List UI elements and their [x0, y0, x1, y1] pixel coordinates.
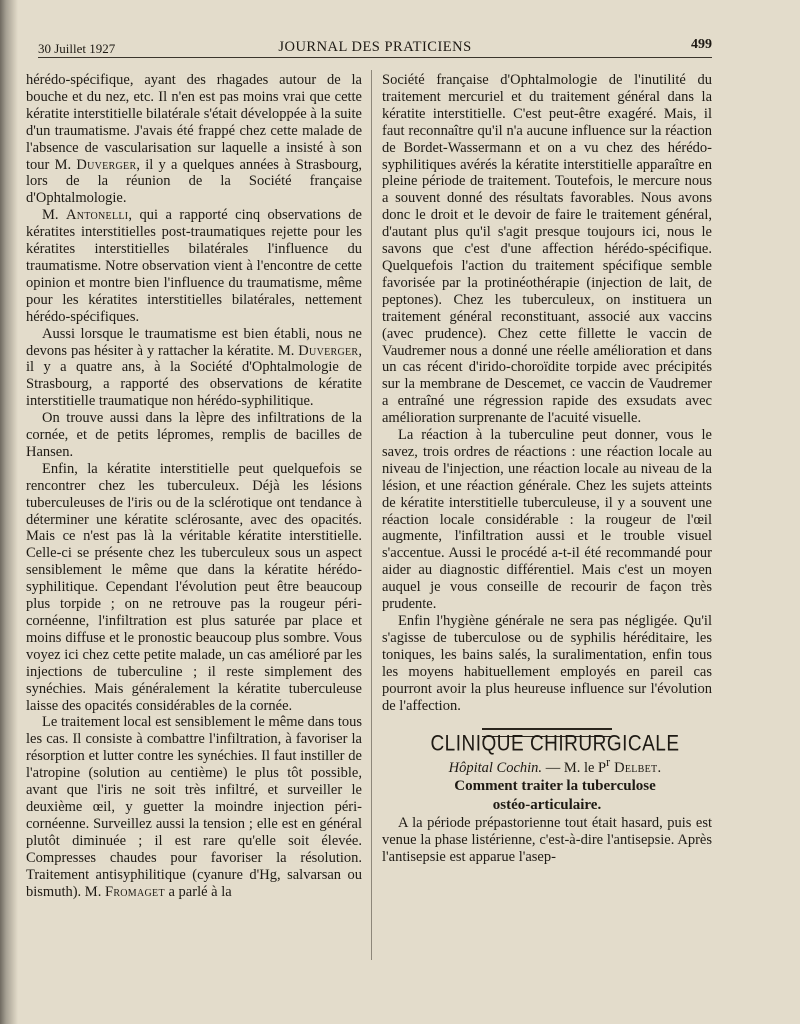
page-number: 499	[691, 37, 712, 52]
journal-title: JOURNAL DES PRATICIENS	[278, 39, 472, 55]
column-divider	[371, 70, 372, 960]
issue-date: 30 Juillet 1927	[38, 41, 116, 56]
page-binding-shadow	[0, 0, 18, 1024]
author-name: Duverger	[76, 156, 137, 173]
paragraph: Enfin l'hygiène générale ne sera pas négligée. Qu'il s'agisse de tuberculose ou de syphilis héréditaire, les toniques, les bains salés, la suralimentation, enfin tous les moyens habituellement employés en pareil cas pourront avoir la plus heureuse influence sur l'évolution de l'affection.	[382, 613, 712, 714]
paragraph: Société française d'Ophtalmologie de l'inutilité du traitement mercuriel et du traitement général dans la kératite interstitielle. C'est peut-être exagéré. Mais, il faut reconnaître qu'il n'a aucune influence sur la réaction de Bordet-Wassermann et on a vu chez des hérédo-syphilitiques avérés la kératite interstitielle apparaître en pleine période de traitement. Toutefois, le mercure nous a souvent donné des résultats favorables. Nous avons donc le droit et le devoir de faire le traitement général, d'autant plus qu'il s'agit presque toujours ici, nous le savons que c'est d'une affection hérédo-spécifique. Quelquefois l'action du traitement spécifique semble favorisée par la protinéothérapie (injection de lait, de peptones). Chez les tuberculeux, on instituera un traitement général reconstituant, associé aux vaccins (avec prudence). Chez cette fillette le vaccin de Vaudremer nous a donné une réelle amélioration et dans un cas récent d'irido-choroïdite torpide avec précipités sur la membrane de Descemet, ce vaccin de Vaudremer a entraîné une régression rapide des exsudats avec amélioration surprenante de l'acuité visuelle.	[382, 72, 712, 427]
right-column	[382, 72, 712, 866]
author-name: Delbet.	[610, 760, 662, 777]
section-title: CLINIQUE CHIRURGICALE	[430, 732, 680, 757]
paragraph: hérédo-spécifique, ayant des rhagades autour de la bouche et du nez, etc. Il n'en est pas moins vrai que cette kératite interstitielle bilatérale s'était développée à la suite d'un traumatisme. J'avais été frappé chez cette malade de l'absence de vascularisation sur laquelle a insisté à son tour M. Duverger, il y a quelques années à Strasbourg, lors de la réunion de la Société française d'Ophtalmologie.	[26, 72, 362, 207]
author-name: Fromaget	[104, 883, 165, 900]
paragraph: La réaction à la tuberculine peut donner, vous le savez, trois ordres de réactions : une réaction locale au niveau de l'injection, une réaction locale au niveau de la lésion, et une réaction générale. Chez les sujets atteints de kératite interstitielle tuberculeuse, il y a souvent une réaction locale considérable : la rougeur de l'œil augmente, l'infiltration aussi et le trouble visuel s'accentue. Aussi le procédé a-t-il été recommandé pour aider au diagnostic différentiel. Mais c'est un moyen auquel je vous conseille de recourir de façon très prudente.	[382, 427, 712, 613]
paragraph: A la période prépastorienne tout était hasard, puis est venue la phase listérienne, c'est-à-dire l'antisepsie. Après l'antisepsie est apparue l'asep-	[382, 815, 712, 865]
header-rule	[38, 57, 712, 58]
left-column	[26, 72, 362, 900]
paragraph: Enfin, la kératite interstitielle peut quelquefois se rencontrer chez les tuberculeux. Déjà les lésions tuberculeuses de l'iris ou de la sclérotique ont tendance à déterminer une kératite sclérosante, avec des opacités. Mais ce n'est pas là la véritable kératite interstitielle. Celle-ci se présente chez les tuberculeux sous un aspect sensiblement le même que dans la kératite hérédo-syphilitique. Cependant l'évolution peut être beaucoup plus torpide ; on ne retrouve pas la rougeur péri-cornéenne, l'infiltration est plus saturée par place et moins diffuse et le pronostic beaucoup plus sombre. Vous voyez ici chez cette petite malade, un cas amélioré par les injections de tuberculine ; il reste simplement des synéchies. Mais généralement la kératite tuberculeuse laisse des opacités considérables de la cornée.	[26, 460, 362, 714]
article-title: Comment traiter la tuberculose ostéo-articulaire.	[454, 778, 656, 814]
article-byline: Hôpital Cochin. — M. le $P^r$ Delbet.	[448, 755, 662, 777]
paragraph: M. Antonelli, qui a rapporté cinq observations de kératites interstitielles post-traumatiques rejette pour les kératites interstitielles bilatérales l'influence du traumatisme. Notre observation vient à l'encontre de cette opinion et montre bien l'influence du traumatisme, même pour les kératites interstitielles bilatérales, nettement hérédo-spécifiques.	[26, 207, 362, 325]
paragraph: Le traitement local est sensiblement le même dans tous les cas. Il consiste à combattre l'infiltration, à favoriser la résorption et lutter contre les synéchies. Il faut instiller de l'atropine (solution au centième) le plus tôt possible, avant que l'iris ne soit très infiltré, et surveiller le deuxième œil, y guetter la moindre injection péri-cornéenne. Surveillez aussi la tension ; elle est en général plutôt diminuée ; il est rare qu'elle soit élevée. Compresses chaudes pour favoriser la résolution. Traitement antisyphilitique (cyanure d'Hg, salvarsan ou bismuth). M. Fromaget a parlé à la	[26, 714, 362, 900]
page-header	[38, 35, 712, 57]
hospital-name: Hôpital Cochin.	[448, 760, 543, 777]
paragraph: On trouve aussi dans la lèpre des infiltrations de la cornée, et de petits lépromes, remplis de bacilles de Hansen.	[26, 410, 362, 460]
author-name: Antonelli	[65, 207, 129, 224]
paragraph: Aussi lorsque le traumatisme est bien établi, nous ne devons pas hésiter à y rattacher la kératite. M. Duverger, il y a quatre ans, à la Société d'Ophtalmologie de Strasbourg, a rapporté des observations de kératite interstitielle traumatique non hérédo-syphilitique.	[26, 325, 362, 410]
author-name: Duverger	[298, 342, 359, 359]
